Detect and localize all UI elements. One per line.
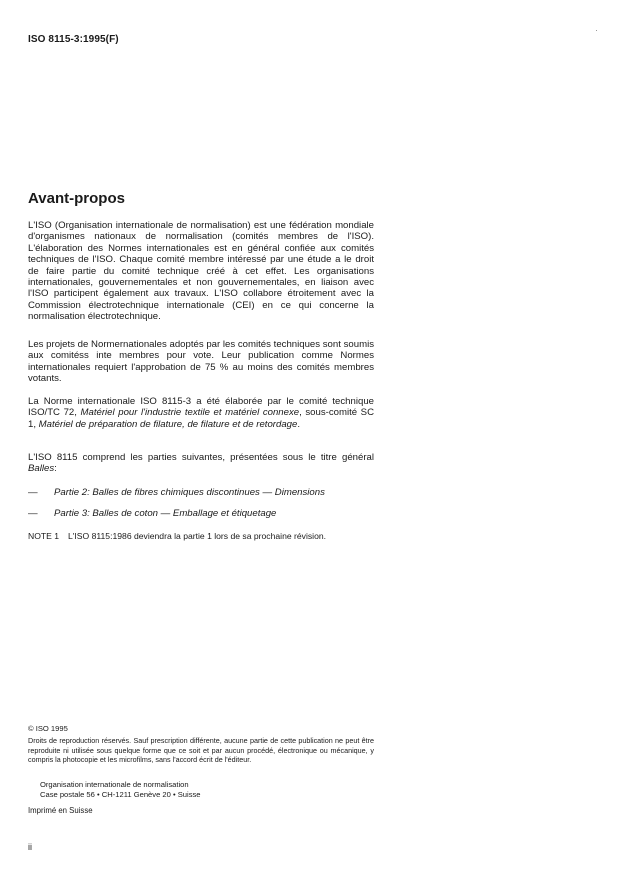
note (28, 531, 326, 542)
general-title: Balles (28, 463, 55, 475)
p3-lead: La Norme internationale ISO 8115-3 a été élaborée par le comité technique ISO/TC 72, (28, 396, 374, 419)
foreword-paragraph-3 (28, 396, 374, 430)
page-number: ii (28, 842, 32, 852)
note-label: NOTE 1 (28, 531, 60, 541)
org-address: Case postale 56 • CH-1211 Genève 20 • Suisse (40, 789, 201, 799)
part-label: Partie 2: Balles de fibres chimiques discontinues — Dimensions (54, 487, 325, 498)
section-title: Avant-propos (28, 190, 125, 207)
list-dash: — (28, 508, 38, 519)
rights-notice: Droits de reproduction réservés. Sauf prescription différente, aucune partie de cette publication ne peut être reproduite ni utilisée sous quelque forme que ce soit et par aucun procédé, électronique ou mécanique, y compris la photocopie et les microfilms, sans l'accord écrit de l'éditeur. (28, 736, 374, 765)
foreword-paragraph-4 (28, 452, 374, 475)
org-name: Organisation internationale de normalisation (40, 780, 189, 789)
note-text: L'ISO 8115:1986 deviendra la partie 1 lors de sa prochaine révision. (68, 531, 327, 541)
part-label: Partie 3: Balles de coton — Emballage et étiquetage (54, 508, 277, 519)
sc-title: Matériel de préparation de filature, de filature et de retordage (38, 418, 298, 430)
publisher-address (40, 780, 201, 799)
tc-title: Matériel pour l'industrie textile et matériel connexe (80, 407, 300, 419)
scan-speck (596, 30, 597, 31)
copyright: © ISO 1995 (28, 724, 68, 733)
standard-reference: ISO 8115-3:1995(F) (28, 34, 119, 45)
list-item (28, 508, 276, 519)
p4-lead: L'ISO 8115 comprend les parties suivantes, présentées sous le titre général (28, 452, 374, 463)
list-dash: — (28, 487, 38, 498)
foreword-paragraph-2: Les projets de Normernationales adoptés par les comités techniques sont soumis aux comitéss inte membres pour vote. Leur publication comme Normes internationales requiert l'approbation de 75 % au moins des comités membres votants. (28, 339, 374, 385)
p3-middle: , sous-comité SC 1, (28, 407, 374, 430)
printed-in: Imprimé en Suisse (28, 806, 93, 815)
p4-end: : (54, 463, 57, 475)
p3-end: . (297, 418, 301, 430)
list-item (28, 487, 325, 498)
foreword-paragraph-1: L'ISO (Organisation internationale de normalisation) est une fédération mondiale d'organismes nationaux de normalisation (comités membres de l'ISO). L'élaboration des Normes internationales est en général confiée aux comités techniques de l'ISO. Chaque comité membre intéressé par une étude a le droit de faire partie du comité technique créé à cet effet. Les organisations internationales, gouvernementales et non gouvernementales, en liaison avec l'ISO participent également aux travaux. L'ISO collabore étroitement avec la Commission électrotechnique internationale (CEI) en ce qui concerne la normalisation électrotechnique. (28, 220, 374, 323)
